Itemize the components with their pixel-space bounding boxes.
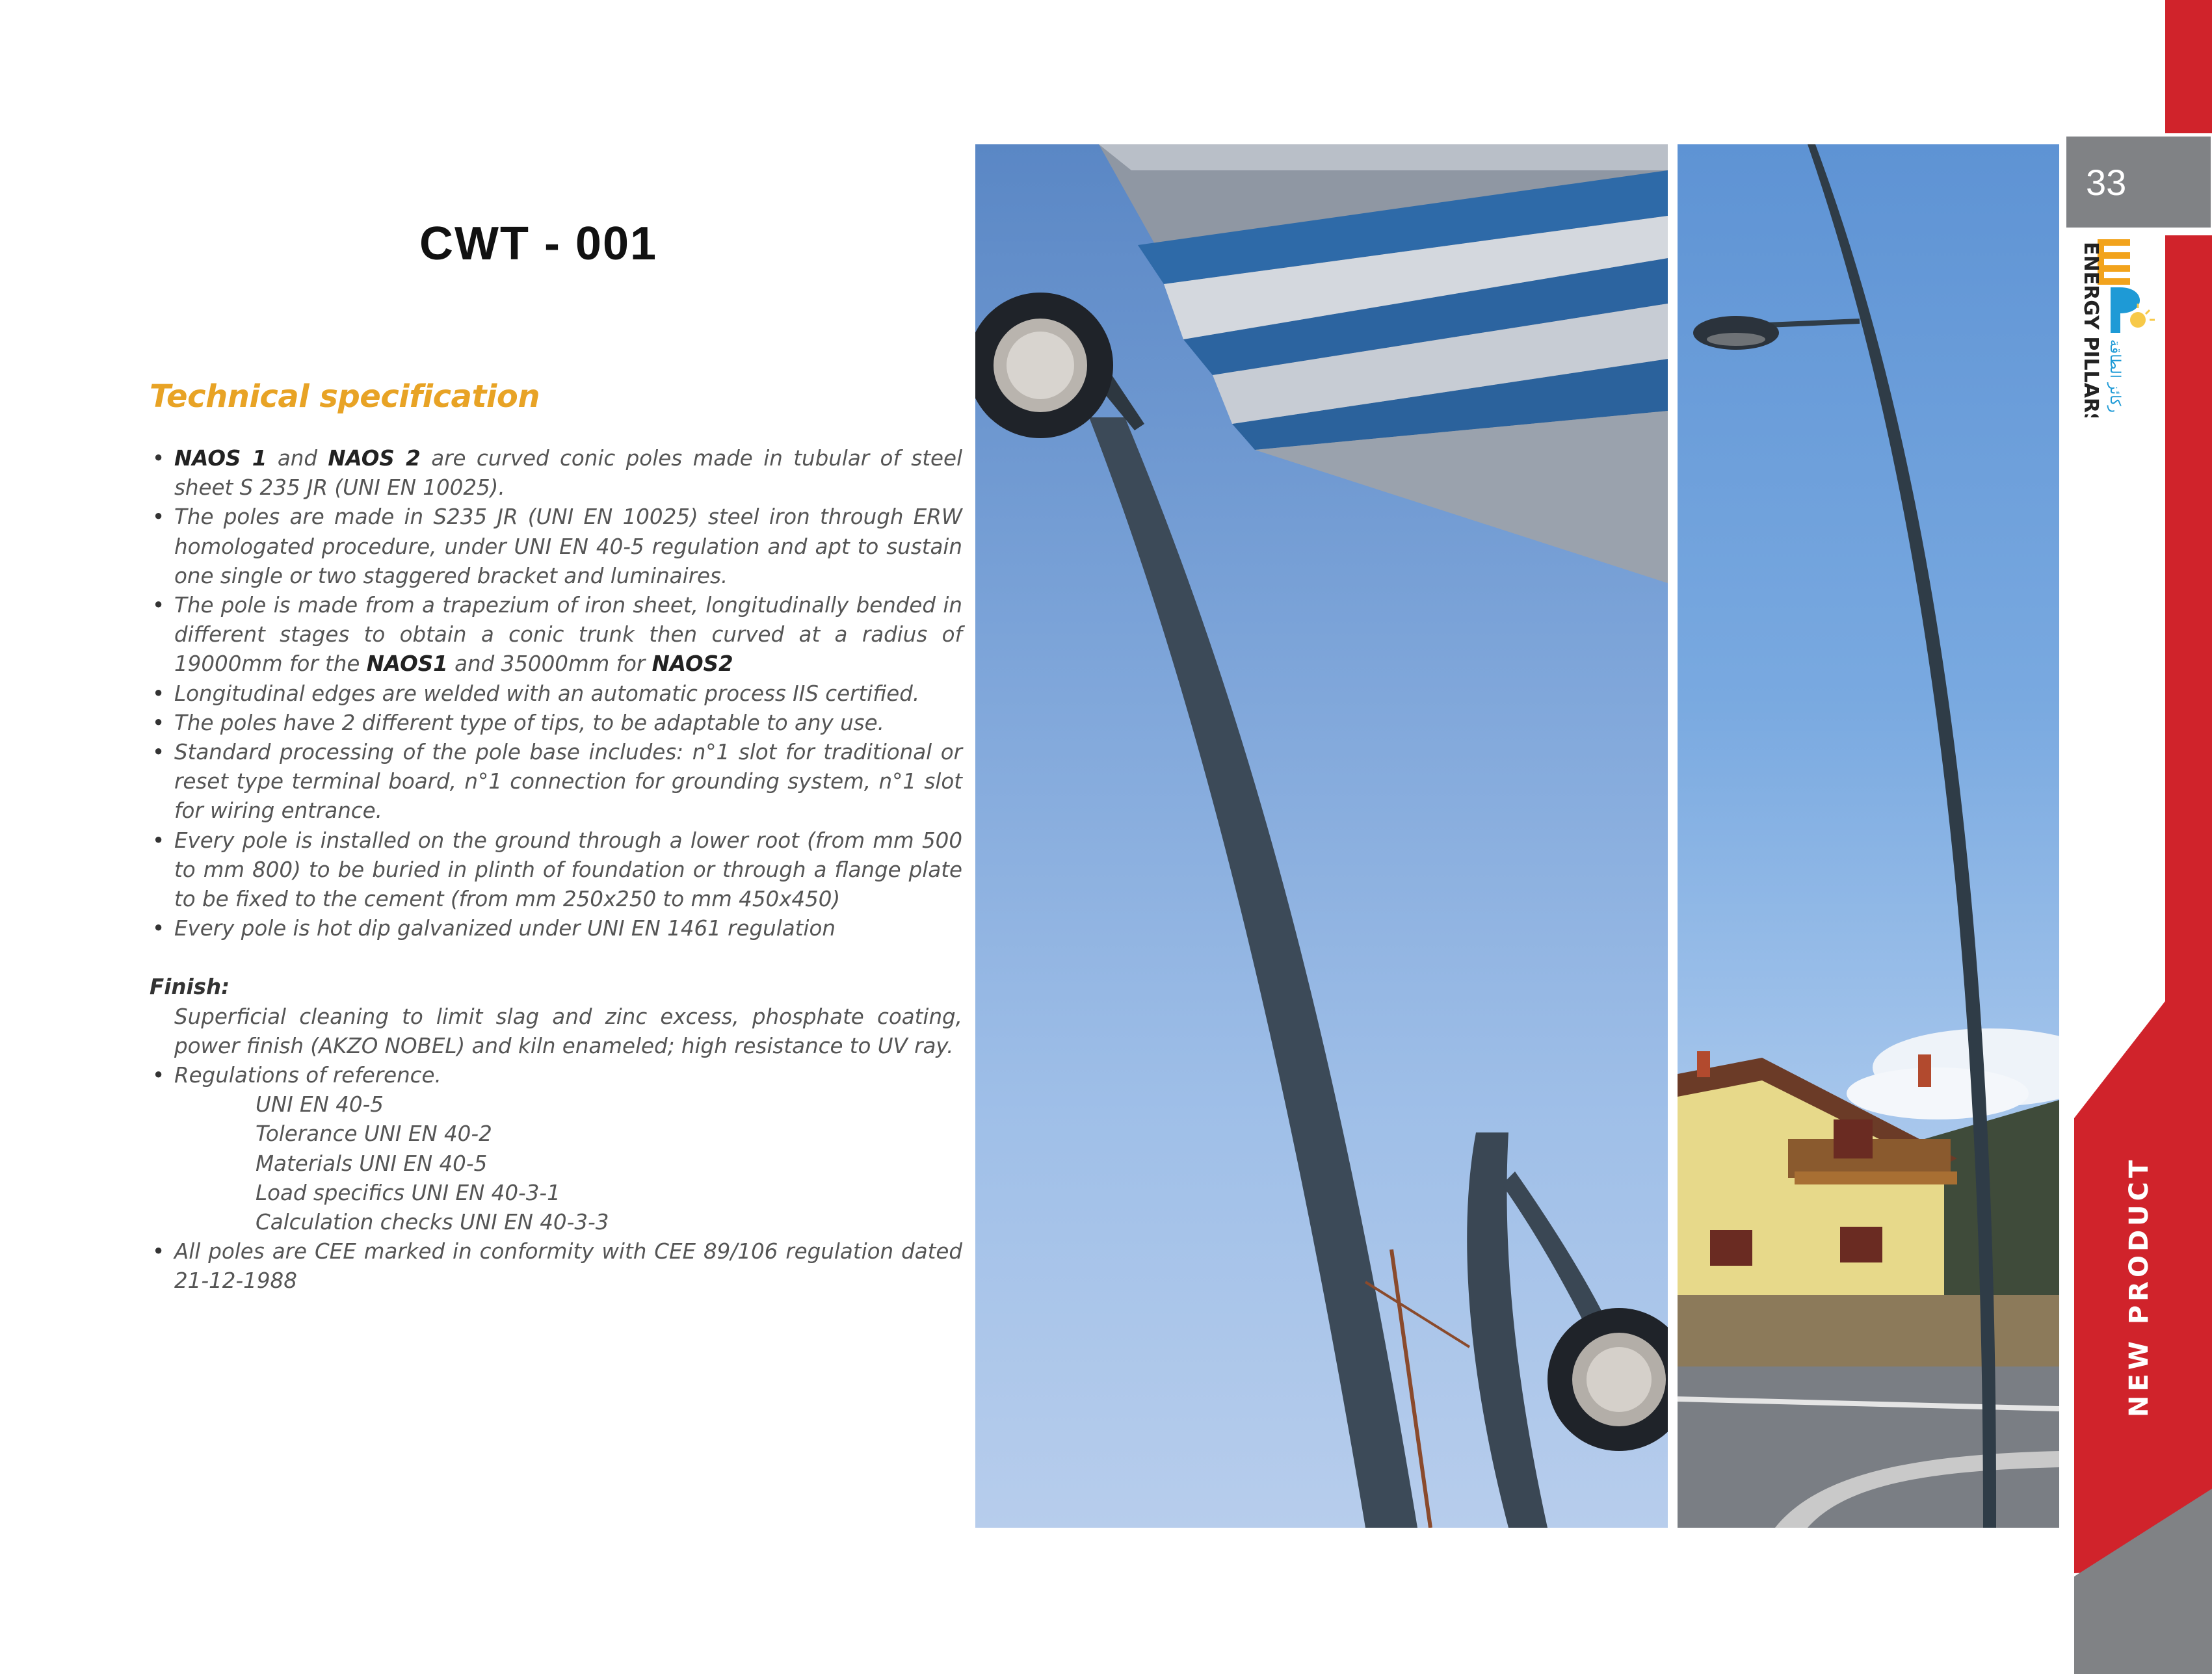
photo-curved-poles-illustration <box>975 144 1668 1528</box>
spec-item-text: and 35000mm for <box>447 651 652 677</box>
spec-item <box>150 826 962 915</box>
regulations-label: Regulations of reference. <box>174 1063 441 1088</box>
spec-item <box>150 679 962 709</box>
spec-item-text: are curved conic poles made in tubular of steel sheet S 235 JR (UNI EN 10025). <box>174 446 962 501</box>
brand-arabic-text: ركائز الطاقة <box>2107 339 2123 413</box>
spec-item-text: All poles are CEE marked in conformity with CEE 89/106 regulation dated 21-12-1988 <box>174 1239 962 1294</box>
spec-body <box>150 444 962 1296</box>
bullet: • <box>152 1063 165 1088</box>
page-title: CWT - 001 <box>419 218 658 270</box>
spec-item-text: The poles have 2 different type of tips, to be adaptable to any use. <box>174 710 884 735</box>
bullet: • <box>152 740 165 765</box>
spec-item <box>150 738 962 826</box>
finish-text: Superficial cleaning to limit slag and zinc excess, phosphate coating, power finish (AKZO NOBEL) and kiln enameled; high resistance to UV ray. <box>174 1004 962 1058</box>
spec-item-text: The pole is made from a trapezium of iron sheet, longitudinally bended in different stages to obtain a conic trunk then curved at a radius of 19000mm for the <box>174 593 962 677</box>
spec-item-text: Every pole is hot dip galvanized under UNI EN 1461 regulation <box>174 916 836 941</box>
bullet: • <box>152 916 165 941</box>
regulation-line: Load specifics UNI EN 40-3-1 <box>256 1180 560 1205</box>
brand-name-text: ENERGY PILLARS <box>2079 242 2102 417</box>
photo-pole-house-illustration <box>1678 144 2059 1528</box>
spec-item <box>150 1061 962 1090</box>
bullet: • <box>152 828 165 853</box>
finish-heading: Finish: <box>150 974 230 1000</box>
spec-item <box>150 1237 962 1296</box>
regulation-line: Tolerance UNI EN 40-2 <box>256 1121 492 1147</box>
bullet: • <box>152 1239 165 1264</box>
new-product-banner <box>2074 1001 2212 1674</box>
spec-item-text: and <box>267 446 328 471</box>
spec-heading: Technical specification <box>150 378 540 415</box>
bullet: • <box>152 681 165 706</box>
spec-item-bold: NAOS 2 <box>328 446 421 471</box>
bullet: • <box>152 710 165 735</box>
energy-pillars-logo-icon <box>2065 235 2163 417</box>
photo-curved-poles <box>975 144 1668 1528</box>
spec-item-bold: NAOS2 <box>652 651 733 677</box>
red-band-top <box>2165 0 2212 133</box>
regulation-line: Calculation checks UNI EN 40-3-3 <box>256 1210 609 1235</box>
spec-item-text: Longitudinal edges are welded with an automatic process IIS certified. <box>174 681 920 706</box>
brand-logo <box>2065 235 2163 417</box>
spec-item-bold: NAOS1 <box>366 651 448 677</box>
photo-pole-house <box>1678 144 2059 1528</box>
spec-item-bold: NAOS 1 <box>174 446 267 471</box>
spec-item <box>150 444 962 503</box>
spec-item-text: Standard processing of the pole base includes: n°1 slot for traditional or reset type terminal board, n°1 connection for grounding system, n°1 slot for wiring entrance. <box>174 740 962 824</box>
bullet: • <box>152 593 165 618</box>
regulation-line: UNI EN 40-5 <box>256 1092 384 1118</box>
spec-item-text: The poles are made in S235 JR (UNI EN 10025) steel iron through ERW homologated procedure, under UNI EN 40-5 regulation and apt to sustain one single or two staggered bracket and luminaires. <box>174 504 962 588</box>
regulation-line: Materials UNI EN 40-5 <box>256 1151 488 1176</box>
new-product-label: NEW PRODUCT <box>2124 1156 2154 1417</box>
bullet: • <box>152 446 165 471</box>
spec-item <box>150 709 962 738</box>
page-number: 33 <box>2086 162 2127 203</box>
spec-item <box>150 914 962 943</box>
spec-item <box>150 591 962 679</box>
spec-item-text: Every pole is installed on the ground through a lower root (from mm 500 to mm 800) to be buried in plinth of foundation or through a flange plate to be fixed to the cement (from mm 250x250 to mm 450x450) <box>174 828 962 912</box>
spec-item <box>150 503 962 591</box>
bullet: • <box>152 504 165 530</box>
